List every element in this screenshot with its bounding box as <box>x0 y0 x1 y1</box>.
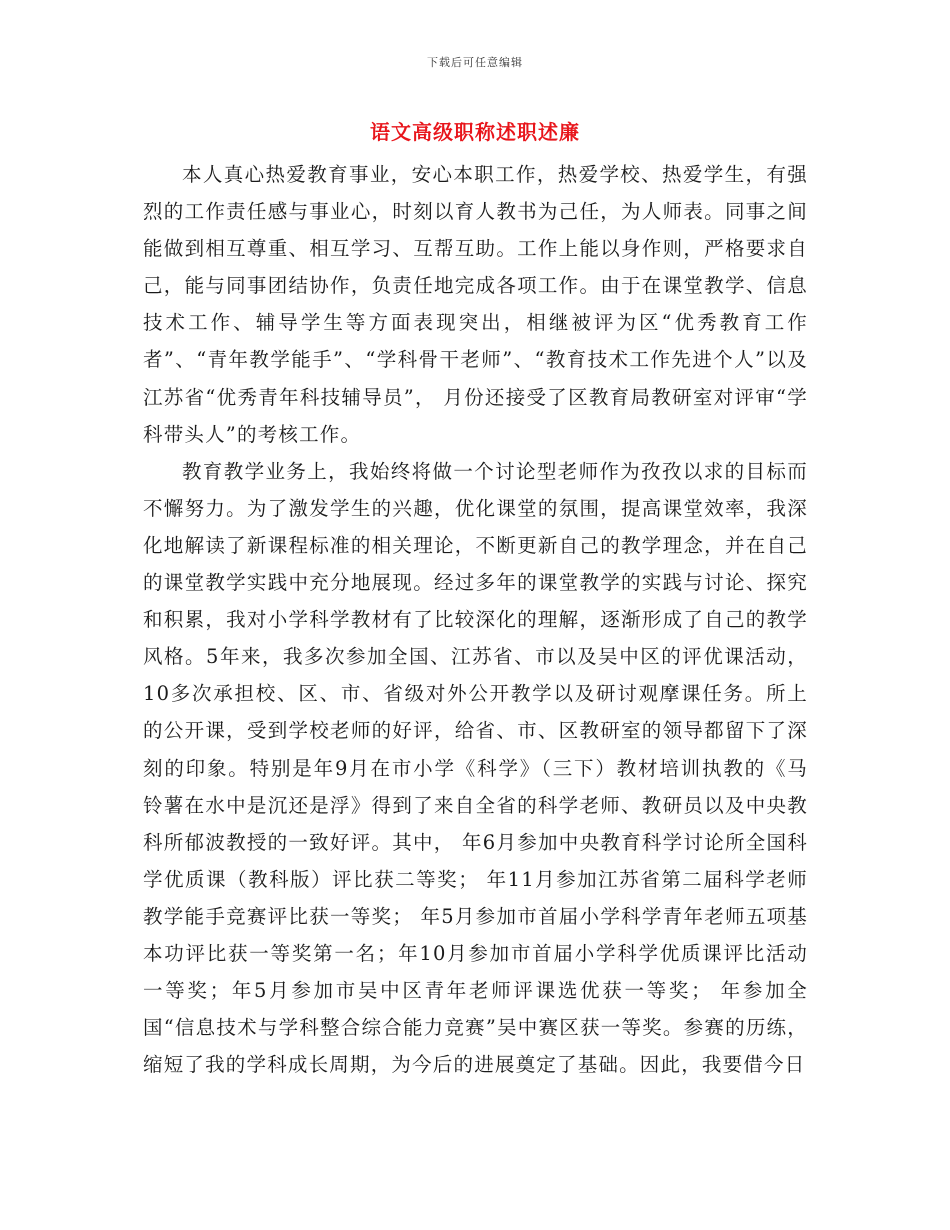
page-header-note: 下载后可任意编辑 <box>427 56 523 69</box>
document-title: 语文高级职称述职述廉 <box>370 120 580 144</box>
paragraph-1: 本人真心热爱教育事业，安心本职工作，热爱学校、热爱学生，有强烈的工作责任感与事业心，时刻以育人教书为己任，为人师表。同事之间能做到相互尊重、相互学习、互帮互助。工作上能以身作则，严格要求自己，能与同事团结协作，负责任地完成各项工作。由于在课堂教学、信息技术工作、辅导学生等方面表现突出，相继被评为区“优秀教育工作者”、“青年教学能手”、“学科骨干老师”、“教育技术工作先进个人”以及江苏省“优秀青年科技辅导员”， 月份还接受了区教育局教研室对评审“学科带头人”的考核工作。 <box>143 163 808 446</box>
paragraph-2: 教育教学业务上，我始终将做一个讨论型老师作为孜孜以求的目标而不懈努力。为了激发学生的兴趣，优化课堂的氛围，提高课堂效率，我深化地解读了新课程标准的相关理论，不断更新自己的教学理念，并在自己的课堂教学实践中充分地展现。经过多年的课堂教学的实践与讨论、探究和积累，我对小学科学教材有了比较深化的理解，逐渐形成了自己的教学风格。5年来，我多次参加全国、江苏省、市以及吴中区的评优课活动，10多次承担校、区、市、省级对外公开教学以及研讨观摩课任务。所上的公开课，受到学校老师的好评，给省、市、区教研室的领导都留下了深刻的印象。特别是年9月在市小学《科学》（三下）教材培训执教的《马铃薯在水中是沉还是浮》得到了来自全省的科学老师、教研员以及中央教科所郁波教授的一致好评。其中， 年6月参加中央教育科学讨论所全国科学优质课（教科版）评比获二等奖； 年11月参加江苏省第二届科学老师教学能手竞赛评比获一等奖； 年5月参加市首届小学科学青年老师五项基本功评比获一等奖第一名；年10月参加市首届小学科学优质课评比活动一等奖；年5月参加市吴中区青年老师评课选优获一等奖； 年参加全国“信息技术与学科整合综合能力竞赛”吴中赛区获一等奖。参赛的历练，缩短了我的学科成长周期，为今后的进展奠定了基础。因此，我要借今日 <box>143 459 808 1077</box>
document-body <box>143 156 808 1083</box>
